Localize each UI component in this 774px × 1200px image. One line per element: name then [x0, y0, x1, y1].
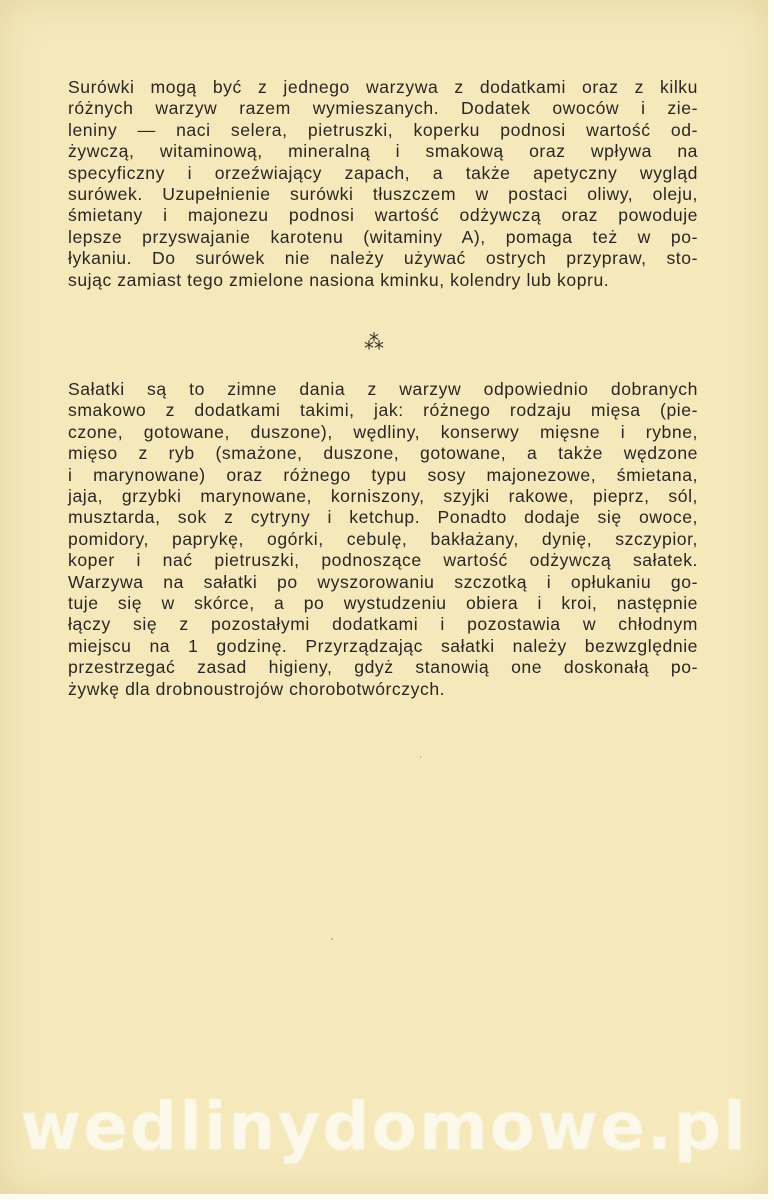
- paper-speck: [420, 756, 421, 758]
- text-line: żywczą, witaminową, mineralną i smakową oraz wpływa na: [68, 141, 698, 162]
- text-line: żywkę dla drobnoustrojów chorobotwórczych.: [68, 678, 446, 699]
- text-line: leniny — naci selera, pietruszki, koperku podnosi wartość od-: [68, 119, 698, 140]
- page-edge: [0, 1194, 774, 1200]
- text-line: czone, gotowane, duszone), wędliny, konserwy mięsne i rybne,: [68, 421, 698, 442]
- text-line: smakowo z dodatkami takimi, jak: różnego rodzaju mięsa (pie-: [68, 400, 698, 421]
- text-line: tuje się w skórce, a po wystudzeniu obiera i kroi, następnie: [68, 593, 698, 614]
- paragraph-surowki: [68, 77, 698, 291]
- text-line: Sałatki są to zimne dania z warzyw odpowiednio dobranych: [68, 379, 698, 399]
- text-line: mięso z ryb (smażone, duszone, gotowane, a także wędzone: [68, 443, 698, 464]
- paper-speck: [331, 938, 333, 940]
- text-line: łykaniu. Do surówek nie należy używać ostrych przypraw, sto-: [68, 248, 698, 269]
- page-edge: [768, 0, 774, 1200]
- text-line: koper i nać pietruszki, podnoszące wartość odżywczą sałatek.: [68, 550, 698, 571]
- text-line: miejscu na 1 godzinę. Przyrządzając sałatki należy bezwzględnie: [68, 635, 698, 656]
- text-line: jaja, grzybki marynowane, korniszony, szyjki rakowe, pieprz, sól,: [68, 486, 698, 507]
- asterism-ornament: ⁂: [364, 330, 384, 354]
- text-line: surówek. Uzupełnienie surówki tłuszczem w postaci oliwy, oleju,: [68, 184, 698, 205]
- text-line: Warzywa na sałatki po wyszorowaniu szczotką i opłukaniu go-: [68, 571, 698, 592]
- text-line: łączy się z pozostałymi dodatkami i pozostawia w chłodnym: [68, 614, 698, 635]
- text-line: Surówki mogą być z jednego warzywa z dodatkami oraz z kilku: [68, 77, 698, 97]
- text-line: przestrzegać zasad higieny, gdyż stanowią one doskonałą po-: [68, 657, 698, 678]
- text-line: lepsze przyswajanie karotenu (witaminy A), pomaga też w po-: [68, 226, 698, 247]
- text-line: śmietany i majonezu podnosi wartość odżywczą oraz powoduje: [68, 205, 698, 226]
- watermark: wedlinydomowe.pl: [20, 1088, 748, 1165]
- text-line: i marynowane) oraz różnego typu sosy majonezowe, śmietana,: [68, 464, 698, 485]
- text-line: specyficzny i orzeźwiający zapach, a także apetyczny wygląd: [68, 162, 698, 183]
- text-line: różnych warzyw razem wymieszanych. Dodatek owoców i zie-: [68, 98, 698, 119]
- text-line: musztarda, sok z cytryny i ketchup. Ponadto dodaje się owoce,: [68, 507, 698, 528]
- text-line: sując zamiast tego zmielone nasiona kminku, kolendry lub kopru.: [68, 269, 610, 290]
- text-line: pomidory, paprykę, ogórki, cebulę, bakłażany, dynię, szczypior,: [68, 528, 698, 549]
- paragraph-salatki: [68, 379, 698, 700]
